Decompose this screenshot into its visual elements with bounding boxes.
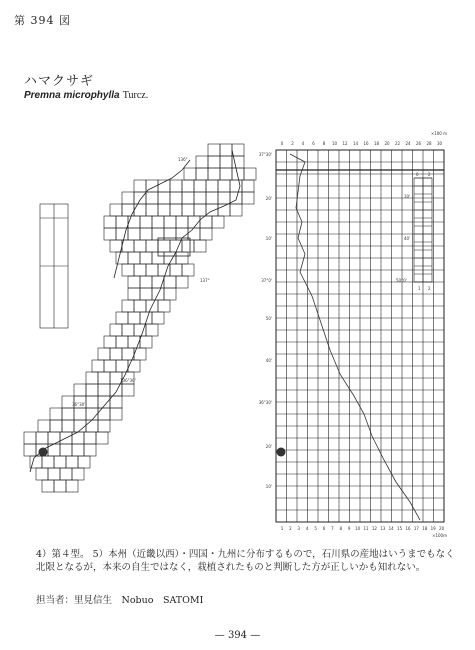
top-scale-tick: 12	[342, 141, 348, 146]
bottom-scale	[281, 526, 447, 538]
right-profile-grid	[276, 150, 444, 522]
lon-label: 136°	[178, 157, 188, 162]
inset-label: 2	[428, 172, 431, 177]
occurrence-point-right	[277, 448, 286, 457]
inset-label: 1	[418, 286, 421, 291]
top-scale-tick: 22	[394, 141, 401, 146]
bottom-scale-tick: 5	[314, 526, 317, 531]
top-scale-tick: 14	[352, 141, 359, 146]
inset-label: 10'	[404, 194, 411, 199]
bottom-scale-tick: 8	[339, 526, 343, 531]
inset-label: 2	[428, 286, 431, 291]
lat-label: 40'	[265, 358, 272, 363]
coastline	[30, 150, 240, 472]
bottom-scale-tick: 19	[430, 526, 436, 531]
profile-curve	[290, 154, 420, 520]
top-scale-tick: 18	[373, 141, 380, 146]
bottom-scale-tick: 7	[331, 526, 334, 531]
bottom-scale-tick: 13	[380, 526, 386, 531]
bottom-scale-tick: 4	[305, 526, 309, 531]
bottom-scale-tick: 3	[297, 526, 301, 531]
top-scale-tick: 2	[291, 141, 294, 146]
page-number: — 394 —	[214, 630, 261, 641]
top-scale-tick: 28	[426, 141, 432, 146]
bottom-scale-tick: 16	[405, 526, 411, 531]
lon-label: 137°	[200, 278, 210, 283]
lat-label: 37°0'	[261, 278, 272, 283]
lat-label: 20'	[265, 444, 272, 449]
top-scale-tick: 30	[436, 141, 443, 146]
caption-text: 4）第４型。 5）本州（近畿以西）・四国・九州に分布するもので，石川県の産地はいうまでもなく北限となるが，本来の自生ではなく，栽植されたものと判断した方が正しいかも知れない。	[36, 549, 455, 573]
bottom-scale-tick: 9	[347, 526, 351, 531]
bottom-scale-tick: 18	[422, 526, 428, 531]
lon-label: 36°30'	[72, 402, 86, 407]
lat-label: 10'	[265, 236, 272, 241]
bottom-scale-tick: 10	[355, 526, 361, 531]
inset-labels	[396, 172, 431, 291]
inset-label: 0	[416, 172, 419, 177]
scientific-name: Premna microphylla	[24, 90, 120, 101]
bottom-scale-tick: 15	[397, 526, 403, 531]
occurrence-point-left	[39, 448, 48, 457]
bottom-scale-unit: ×100m	[432, 533, 447, 538]
lake-shape	[158, 238, 190, 256]
top-scale-tick: 8	[322, 141, 326, 146]
figure-number: 第 394 図	[14, 14, 71, 27]
top-scale-tick: 20	[384, 141, 390, 146]
bottom-scale-tick: 12	[371, 526, 377, 531]
longitude-labels	[72, 157, 210, 407]
bottom-scale-tick: 20	[439, 526, 445, 531]
species-japanese-name: ハマクサギ	[24, 74, 95, 89]
lon-label: 136°30'	[120, 378, 136, 383]
bottom-scale-tick: 1	[280, 526, 284, 531]
top-scale-tick: 6	[312, 141, 315, 146]
top-scale-tick: 4	[301, 141, 305, 146]
lat-label: 10'	[265, 484, 272, 489]
top-scale	[281, 131, 447, 146]
top-scale-tick: 10	[331, 141, 338, 146]
inset-label: 40'	[404, 236, 411, 241]
inset-map	[40, 204, 68, 328]
inset-label: 50°0'	[396, 278, 407, 283]
author-line: 担当者：里見信生 Nobuo SATOMI	[36, 595, 204, 606]
top-scale-tick: 26	[415, 141, 422, 146]
bottom-scale-tick: 14	[388, 526, 394, 531]
bottom-scale-tick: 6	[322, 526, 326, 531]
lat-label: 50'	[265, 316, 272, 321]
author-abbrev: Turcz.	[122, 90, 149, 101]
bottom-scale-tick: 17	[413, 526, 419, 531]
bottom-scale-tick: 2	[289, 526, 292, 531]
left-map-grid	[24, 144, 256, 492]
lat-label: 37°30'	[258, 152, 272, 157]
small-inset-chart	[414, 178, 432, 282]
lat-label: 20'	[265, 196, 272, 201]
bottom-scale-tick: 11	[363, 526, 369, 531]
latitude-labels	[259, 152, 272, 489]
top-scale-tick: 24	[405, 141, 411, 146]
top-scale-unit: ×100 m	[430, 131, 447, 136]
top-scale-tick: 16	[363, 141, 369, 146]
lat-label: 36°30'	[258, 400, 272, 405]
caption	[36, 548, 456, 574]
top-scale-tick: 0	[280, 141, 284, 146]
